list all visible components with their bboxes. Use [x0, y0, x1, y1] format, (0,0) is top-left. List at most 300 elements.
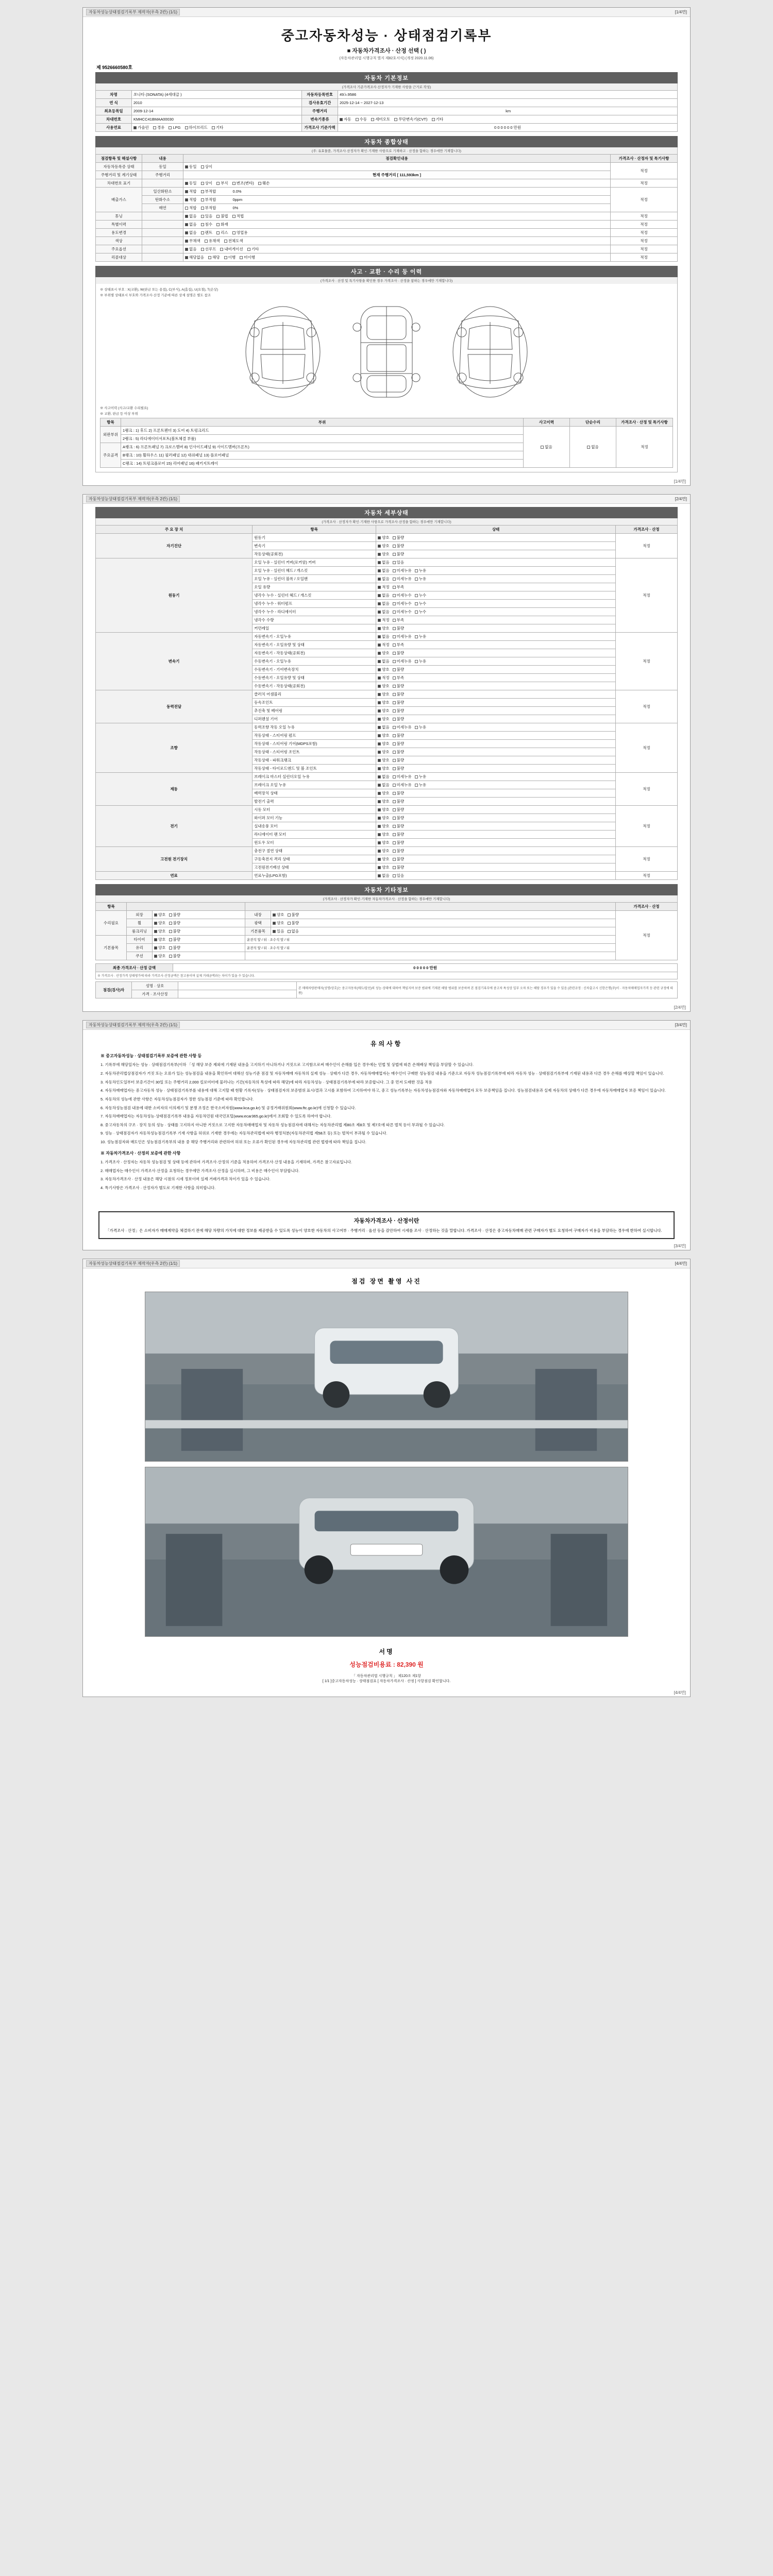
detail-opt-1-6-0[interactable]: 없음: [378, 609, 390, 615]
detail-group-note-7: 적정: [616, 847, 678, 872]
overall-row9-a: 색상: [96, 237, 142, 245]
accident-note: (가격조사 · 산정 및 특기사항을 확인한 경우 가격조사 · 산정을 참하는 경우에만 기재합니다): [95, 277, 678, 284]
fuel-opt-gasoline[interactable]: 가솔린: [133, 125, 149, 130]
table-row: [96, 847, 678, 855]
detail-opt-0-2-0[interactable]: 양호: [378, 551, 390, 557]
acc-head-part: 부위: [121, 418, 524, 427]
other-a-0: 외장: [127, 911, 153, 919]
table-other: [95, 902, 678, 960]
band-other: 자동차 기타정보: [95, 884, 678, 895]
detail-opt-0-2-1[interactable]: 불량: [393, 551, 405, 557]
inspection-photo-front: [145, 1292, 628, 1462]
detail-head-2: 상태: [376, 526, 616, 534]
doc-title-main: 중고자동차성능 · 상태점검기록부: [281, 28, 492, 43]
opt-same[interactable]: 동일: [185, 164, 197, 170]
acc-simple-val[interactable]: 없음: [570, 427, 616, 468]
detail-item: 수동변속기 - 오일누유: [253, 657, 376, 666]
opt-tire-bad[interactable]: 불량: [169, 937, 181, 942]
signature-title: 서명: [379, 1648, 394, 1655]
table-row: [96, 212, 678, 221]
other-note: (가격조사 · 산정자가 확인·기재한 자동차가격조사 · 산정을 함하는 경우에만 기재합니다): [95, 895, 678, 902]
detail-opt-1-2-0[interactable]: 없음: [378, 576, 390, 582]
trans-opt-cvt[interactable]: 무단변속기(CVT): [394, 116, 427, 122]
detail-item: 충전구 절연 상태: [253, 847, 376, 855]
detail-opt-4-0-0[interactable]: 없음: [378, 724, 390, 730]
detail-state-options: [376, 616, 616, 624]
detail-opt-7-1-1[interactable]: 불량: [393, 856, 405, 862]
detail-opt-5-0-2[interactable]: 누유: [415, 774, 427, 779]
detail-opt-4-4-0[interactable]: 양호: [378, 757, 390, 763]
detail-opt-7-0-1[interactable]: 불량: [393, 848, 405, 854]
opt-option-none[interactable]: 없음: [185, 246, 197, 252]
detail-group-note-8: 적정: [616, 872, 678, 880]
opt-color-repaint[interactable]: 전체도색: [224, 238, 243, 244]
detail-opt-1-1-0[interactable]: 없음: [378, 568, 390, 573]
detail-item: 클러치 어셈블리: [253, 690, 376, 699]
detail-opt-1-7-0[interactable]: 적정: [378, 617, 390, 623]
detail-opt-5-1-1[interactable]: 미세누유: [393, 782, 412, 788]
opt-special-flood[interactable]: 침수: [201, 222, 213, 227]
opt-wheel-bad[interactable]: 불량: [169, 920, 181, 926]
doc-title-note: (자동차관리법 시행규칙 별지 제82호서식) (개정 2020.11.06): [339, 57, 434, 60]
detail-opt-1-3-0[interactable]: 적정: [378, 584, 390, 590]
detail-opt-2-5-0[interactable]: 적정: [378, 675, 390, 681]
detail-opt-1-8-1[interactable]: 불량: [393, 625, 405, 631]
opt-recall-done[interactable]: 이행: [224, 255, 236, 260]
acc-head-simple: 단순수리: [570, 418, 616, 427]
detail-opt-2-2-1[interactable]: 불량: [393, 650, 405, 656]
detail-opt-2-5-1[interactable]: 부족: [393, 675, 405, 681]
detail-opt-8-0-1[interactable]: 있음: [393, 873, 405, 878]
detail-opt-1-0-1[interactable]: 있음: [393, 560, 405, 565]
detail-opt-3-2-0[interactable]: 양호: [378, 708, 390, 714]
opt-cushion-bad[interactable]: 불량: [169, 953, 181, 959]
detail-opt-1-5-0[interactable]: 없음: [378, 601, 390, 606]
detail-opt-2-0-2[interactable]: 누유: [415, 634, 427, 639]
other-head-0: 항목: [96, 903, 127, 911]
detail-item: 고전원전기배선 상태: [253, 863, 376, 872]
detail-opt-1-2-2[interactable]: 누유: [415, 576, 427, 582]
detail-state-options: [376, 591, 616, 600]
detail-opt-0-1-0[interactable]: 양호: [378, 543, 390, 549]
sign-0-v2[interactable]: [178, 982, 297, 990]
opt-tuning-none[interactable]: 없음: [185, 213, 197, 219]
detail-group-note-2: 적정: [616, 633, 678, 690]
detail-opt-4-1-0[interactable]: 양호: [378, 733, 390, 738]
detail-item: 추진축 및 베어링: [253, 707, 376, 715]
opt-ext-bad[interactable]: 불량: [169, 912, 181, 918]
opt-tuning-legal[interactable]: 적법: [232, 213, 244, 219]
sheet-2-marker: [2/4면]: [675, 497, 687, 501]
opt-tuning-yes[interactable]: 있음: [201, 213, 213, 219]
detail-opt-3-0-0[interactable]: 양호: [378, 691, 390, 697]
opt-vin-rust[interactable]: 부식: [216, 180, 228, 186]
opt-use-biz[interactable]: 영업용: [232, 230, 248, 235]
table-row: [96, 872, 678, 880]
detail-state-options: [376, 740, 616, 748]
sheet-4: [82, 1259, 691, 1697]
table-row: [96, 633, 678, 641]
sheet-4-topbar: [83, 1259, 690, 1268]
overall-row7-a: 특별이력: [96, 221, 142, 229]
acc-r0-k: 외판부위: [100, 427, 121, 443]
detail-opt-5-3-0[interactable]: 양호: [378, 799, 390, 804]
trans-opt-manual[interactable]: 수동: [356, 116, 367, 122]
detail-group-5: 제동: [96, 773, 253, 806]
detail-opt-6-4-0[interactable]: 양호: [378, 840, 390, 845]
sheet-2-topbar: [83, 495, 690, 504]
footer-note: [83, 1674, 690, 1689]
detail-state-options: [376, 600, 616, 608]
opt-basic-yes[interactable]: 있음: [273, 928, 284, 934]
value-transmission: [338, 115, 678, 124]
notice-heading-1: ※ 중고자동차성능 · 상태점검기록부 보증에 관한 사항 등: [100, 1054, 202, 1058]
detail-item: 브레이크 오일 누유: [253, 781, 376, 789]
opt-vin-mod[interactable]: 변조(변타): [232, 180, 254, 186]
detail-opt-4-3-0[interactable]: 양호: [378, 749, 390, 755]
detail-item: 오일 누유 - 실린더 블록 / 오일팬: [253, 575, 376, 583]
detail-opt-0-0-0[interactable]: 양호: [378, 535, 390, 540]
co-value: 0.0%: [232, 189, 242, 194]
detail-opt-4-5-1[interactable]: 불량: [393, 766, 405, 771]
opt-vin-diff[interactable]: 상이: [201, 180, 213, 186]
overall-row4-c: [183, 196, 611, 204]
detail-opt-2-6-1[interactable]: 불량: [393, 683, 405, 689]
detail-opt-6-0-0[interactable]: 양호: [378, 807, 390, 812]
acc-r2-v: A랭크 : 6) 프론트패널 7) 크로스멤버 8) 인사이드패널 9) 사이드멤버(프론트): [121, 443, 524, 451]
other-k-repair: 수리필요: [96, 911, 127, 936]
detail-opt-1-4-1[interactable]: 미세누수: [393, 592, 412, 598]
accident-panel-label: ※ 사고이력 (사고/교환 수리필요): [100, 406, 148, 410]
detail-state-options: [376, 855, 616, 863]
detail-opt-6-1-1[interactable]: 불량: [393, 815, 405, 821]
other-a-4: 유리: [127, 944, 153, 952]
opt-clean-bad[interactable]: 불량: [169, 928, 181, 934]
table-accident: [100, 418, 673, 468]
total-sub: ※ 가격조사 · 산정가격 상태평가에 따라 가격조사·산정금액은 참고용이며 실제 거래금액과는 차이가 있을 수 있습니다.: [96, 972, 678, 979]
detail-opt-5-3-1[interactable]: 불량: [393, 799, 405, 804]
sheet-4-marker: [4/4면]: [675, 1261, 687, 1266]
table-row: [96, 237, 678, 245]
detail-opt-6-3-0[interactable]: 양호: [378, 832, 390, 837]
opt-special-none[interactable]: 없음: [185, 222, 197, 227]
acc-hist-val[interactable]: 없음: [524, 427, 570, 468]
detail-opt-5-0-0[interactable]: 없음: [378, 774, 390, 779]
opt-diff[interactable]: 상이: [201, 164, 213, 170]
detail-item: 냉각수 누수 - 실린더 헤드 / 개스킷: [253, 591, 376, 600]
detail-opt-3-2-1[interactable]: 불량: [393, 708, 405, 714]
detail-opt-6-4-1[interactable]: 불량: [393, 840, 405, 845]
detail-opt-6-2-0[interactable]: 양호: [378, 823, 390, 829]
opt-option-sunroof[interactable]: 선루프: [201, 246, 216, 252]
detail-opt-4-0-1[interactable]: 미세누유: [393, 724, 412, 730]
detail-opt-6-1-0[interactable]: 양호: [378, 815, 390, 821]
detail-state-options: [376, 567, 616, 575]
opt-tuning-illegal[interactable]: 불법: [216, 213, 228, 219]
detail-opt-6-0-1[interactable]: 불량: [393, 807, 405, 812]
other-b-1: 광택: [245, 919, 271, 927]
overall-note-7: 적정: [611, 221, 678, 229]
opt-glass-bad[interactable]: 불량: [169, 945, 181, 951]
table-row: [96, 773, 678, 781]
detail-group-7: 고전원 전기장치: [96, 847, 253, 872]
detail-opt-1-0-0[interactable]: 없음: [378, 560, 390, 565]
detail-item: 오일 유량: [253, 583, 376, 591]
opt-polish-bad[interactable]: 불량: [288, 920, 299, 926]
footer-line-2: [ 1/1 ]중고자동차성능 · 상태점검표 [ 자동차가격조사 · 산정 ] 사항점검 확인합니다.: [322, 1680, 451, 1684]
opt-option-etc[interactable]: 기타: [247, 246, 259, 252]
detail-state-options: [376, 575, 616, 583]
detail-opt-7-1-0[interactable]: 양호: [378, 856, 390, 862]
opt-co-ok[interactable]: 적합: [185, 189, 197, 194]
detail-opt-7-2-0[interactable]: 양호: [378, 865, 390, 870]
label-vin: 차대번호: [96, 115, 132, 124]
trans-opt-etc[interactable]: 기타: [432, 116, 444, 122]
opt-use-lease[interactable]: 리스: [216, 230, 228, 235]
detail-state-options: [376, 863, 616, 872]
table-row: [96, 806, 678, 814]
detail-item: 등속조인트: [253, 699, 376, 707]
detail-state-options: [376, 798, 616, 806]
detail-opt-1-1-2[interactable]: 누유: [415, 568, 427, 573]
detail-opt-5-2-1[interactable]: 불량: [393, 790, 405, 796]
detail-item: 냉각수 누수 - 워터펌프: [253, 600, 376, 608]
opt-color-chroma[interactable]: 유채색: [205, 238, 220, 244]
other-note-val: 적정: [616, 911, 678, 960]
value-vin: KMHCC41BMAA00030: [132, 115, 302, 124]
detail-opt-3-3-0[interactable]: 양호: [378, 716, 390, 722]
opt-co-ng[interactable]: 부적합: [201, 189, 216, 194]
detail-opt-2-4-1[interactable]: 불량: [393, 667, 405, 672]
opt-ext-good[interactable]: 양호: [154, 912, 166, 918]
opt-clean-good[interactable]: 양호: [154, 928, 166, 934]
overall-note-9: 적정: [611, 237, 678, 245]
detail-opt-2-1-0[interactable]: 적정: [378, 642, 390, 648]
detail-item: 배력장치 상태: [253, 789, 376, 798]
detail-opt-4-1-1[interactable]: 불량: [393, 733, 405, 738]
photo-rear-illustration: [145, 1467, 628, 1636]
detail-opt-1-6-1[interactable]: 미세누수: [393, 609, 412, 615]
detail-opt-5-1-0[interactable]: 없음: [378, 782, 390, 788]
detail-opt-1-1-1[interactable]: 미세누유: [393, 568, 412, 573]
detail-opt-5-1-2[interactable]: 누유: [415, 782, 427, 788]
sheet-3-bottom: [3/4면]: [674, 1243, 686, 1248]
detail-opt-2-2-0[interactable]: 양호: [378, 650, 390, 656]
detail-opt-4-2-0[interactable]: 양호: [378, 741, 390, 747]
detail-item: 원동기: [253, 534, 376, 542]
detail-item: 시동 모터: [253, 806, 376, 814]
opt-use-rent[interactable]: 렌트: [201, 230, 213, 235]
detail-opt-1-2-1[interactable]: 미세누유: [393, 576, 412, 582]
detail-item: 연료누출(LPG포함): [253, 872, 376, 880]
mileage-box: km: [501, 109, 511, 113]
table-row: [96, 229, 678, 237]
detail-state-options: [376, 872, 616, 880]
opt-int-good[interactable]: 양호: [273, 912, 284, 918]
detail-item: 수동변속기 - 작동상태(공회전): [253, 682, 376, 690]
detail-opt-4-3-1[interactable]: 불량: [393, 749, 405, 755]
detail-state-options: [376, 806, 616, 814]
overall-row1-a: 주행거리 및 계기상태: [96, 171, 142, 179]
detail-opt-0-0-1[interactable]: 불량: [393, 535, 405, 540]
table-row: [96, 171, 678, 179]
detail-opt-4-0-2[interactable]: 누유: [415, 724, 427, 730]
overall-row7-c: [183, 221, 611, 229]
opt-tire-good[interactable]: 양호: [154, 937, 166, 942]
detail-opt-2-0-0[interactable]: 없음: [378, 634, 390, 639]
detail-opt-2-3-0[interactable]: 없음: [378, 658, 390, 664]
table-row: [96, 204, 678, 212]
opt-int-bad[interactable]: 불량: [288, 912, 299, 918]
acc-r3-v: B랭크 : 10) 휠하우스 11) 필러패널 12) 대쉬패널 13) 플로어패널: [121, 451, 524, 460]
detail-group-note-5: 적정: [616, 773, 678, 806]
trans-opt-auto[interactable]: 자동: [340, 116, 351, 122]
detail-opt-1-5-2[interactable]: 누수: [415, 601, 427, 606]
total-label: 최종 가격조사 · 산정 금액: [96, 964, 173, 972]
detail-opt-1-5-1[interactable]: 미세누수: [393, 601, 412, 606]
detail-state-options: [376, 765, 616, 773]
detail-opt-1-4-2[interactable]: 누수: [415, 592, 427, 598]
overall-note-6: 적정: [611, 212, 678, 221]
detail-opt-4-4-1[interactable]: 불량: [393, 757, 405, 763]
opt-cushion-good[interactable]: 양호: [154, 953, 166, 959]
notice-item: 2. 자동차관리법상점검자가 거짓 또는 오류가 있는 성능점검을 내용을 확인하여 대해선 성능기준 점검 및 자동차매매 자동차의 실제 성능 · 상태가 다른 경우, 자동차매매업자는 매수인이 구매한 성능점검 내용을 기준으로 자동차 성능점검기록부에 따라 자동차 성능 · 상태점검기록부에 기재된 내용과 다른 경우 손해를 배상할 책임이 있습니다.: [100, 1071, 664, 1076]
detail-item: 구동축전지 격리 상태: [253, 855, 376, 863]
acc-r2-k: 주요골격: [100, 443, 121, 468]
detail-opt-3-1-1[interactable]: 불량: [393, 700, 405, 705]
opt-vin-same[interactable]: 동일: [185, 180, 197, 186]
detail-opt-3-1-0[interactable]: 양호: [378, 700, 390, 705]
opt-vin-damage[interactable]: 훼손: [258, 180, 270, 186]
label-transmission: 변속기종류: [302, 115, 338, 124]
detail-opt-0-1-1[interactable]: 불량: [393, 543, 405, 549]
detail-opt-2-1-1[interactable]: 부족: [393, 642, 405, 648]
doc-number: 제 9526660580호: [96, 65, 132, 70]
label-fuel: 사용연료: [96, 124, 132, 132]
detail-opt-2-0-1[interactable]: 미세누유: [393, 634, 412, 639]
detail-opt-1-7-1[interactable]: 부족: [393, 617, 405, 623]
fee-line: [83, 1660, 690, 1669]
notice-item: 4. 자동차매매업자는 중고자동차 성능 · 상태점검기록부를 내용에 대해 고지할 때 현황 기록자(성능 · 상태점검자의 보증범위 표시/결과 고시를 포함하여 고지하여야 하고, 중고 성능기록부는 자동차성능점검자와 자동차매매업자 모두 보증책임을 집니다. 성능점검내용과 실제 자동차의 상태가 다른 경우에 자동차매매업자 보증 책임이 있습니다.: [100, 1088, 666, 1093]
detail-opt-6-2-1[interactable]: 불량: [393, 823, 405, 829]
detail-opt-8-0-0[interactable]: 없음: [378, 873, 390, 878]
overall-row3-a: 배출가스: [96, 188, 142, 212]
value-first-reg: 2009-12-14: [132, 107, 302, 115]
other-o-1: [153, 919, 245, 927]
other-head-3: 가격조사 · 산정: [616, 903, 678, 911]
fuel-opt-hybrid[interactable]: 하이브리드: [185, 125, 208, 130]
other-o2-2: [271, 927, 616, 936]
detail-opt-2-3-2[interactable]: 누유: [415, 658, 427, 664]
detail-state-options: [376, 756, 616, 765]
detail-state-options: [376, 608, 616, 616]
opt-recall-undone[interactable]: 미이행: [240, 255, 255, 260]
opt-basic-no[interactable]: 없음: [288, 928, 299, 934]
detail-state-options: [376, 534, 616, 542]
detail-opt-2-6-0[interactable]: 양호: [378, 683, 390, 689]
detail-head-0: 주 요 장 치: [96, 526, 253, 534]
detail-opt-7-2-1[interactable]: 불량: [393, 865, 405, 870]
footer-line-1: 「 자동차관리법 시행규칙 」 제120조 제1항: [352, 1674, 421, 1678]
opt-option-nav[interactable]: 내비게이션: [220, 246, 243, 252]
detail-item: 작동상태 - 타이로드엔드 및 볼 조인트: [253, 765, 376, 773]
detail-group-3: 동력전달: [96, 690, 253, 723]
overall-note: (주: 유효물품, 가격조사·산정자가 확인·기재한 사항으로 기재하고 · 산정을 함하는 경우에만 기재합니다): [95, 147, 678, 154]
total-value: 0 0 0 0 0 만원: [173, 964, 678, 972]
detail-opt-1-3-1[interactable]: 부족: [393, 584, 405, 590]
other-o2-0: [271, 911, 616, 919]
fuel-opt-lpg[interactable]: LPG: [169, 125, 180, 130]
opt-special-fire[interactable]: 화재: [216, 222, 228, 227]
overall-row5-c: [183, 204, 611, 212]
detail-opt-1-4-0[interactable]: 없음: [378, 592, 390, 598]
detail-opt-5-0-1[interactable]: 미세누유: [393, 774, 412, 779]
detail-opt-1-8-0[interactable]: 양호: [378, 625, 390, 631]
overall-row8-a: 용도변경: [96, 229, 142, 237]
detail-state-options: [376, 831, 616, 839]
opt-polish-good[interactable]: 양호: [273, 920, 284, 926]
detail-opt-6-3-1[interactable]: 불량: [393, 832, 405, 837]
other-o-4: [153, 944, 245, 952]
fuel-opt-etc[interactable]: 기타: [212, 125, 224, 130]
fuel-opt-diesel[interactable]: 경유: [153, 125, 165, 130]
opt-glass-good[interactable]: 양호: [154, 945, 166, 951]
overall-row11-a: 리콜대상: [96, 253, 142, 262]
detail-item: 변속기: [253, 542, 376, 550]
value-base-price: [338, 124, 678, 132]
detail-opt-1-6-2[interactable]: 누수: [415, 609, 427, 615]
detail-opt-2-4-0[interactable]: 양호: [378, 667, 390, 672]
opt-smoke-ok[interactable]: 적합: [185, 205, 197, 211]
sign-k: 점검(검사)자: [96, 982, 132, 998]
detail-opt-7-0-0[interactable]: 양호: [378, 848, 390, 854]
opt-hc-ng[interactable]: 부적합: [201, 197, 216, 202]
opt-use-none[interactable]: 없음: [185, 230, 197, 235]
sign-1-v2[interactable]: [178, 990, 297, 998]
overall-head-2: 점검확인내용: [183, 155, 611, 163]
detail-state-options: [376, 822, 616, 831]
opt-hc-ok[interactable]: 적합: [185, 197, 197, 202]
label-year: 연 식: [96, 99, 132, 107]
opt-smoke-ng[interactable]: 부적합: [201, 205, 216, 211]
overall-row3-b: 일산화탄소: [142, 188, 183, 196]
detail-group-note-3: 적정: [616, 690, 678, 723]
photo-front-illustration: [145, 1292, 628, 1461]
detail-opt-4-2-1[interactable]: 불량: [393, 741, 405, 747]
other-head-2: [245, 903, 616, 911]
opt-wheel-good[interactable]: 양호: [154, 920, 166, 926]
overall-row3-c: [183, 188, 611, 196]
other-o-2: [153, 927, 245, 936]
opt-recall-na[interactable]: 해당없음: [185, 255, 204, 260]
detail-opt-2-3-1[interactable]: 미세누유: [393, 658, 412, 664]
other-a-2: 룸크리닝: [127, 927, 153, 936]
opt-color-mono[interactable]: 무채색: [185, 238, 200, 244]
detail-opt-3-3-1[interactable]: 불량: [393, 716, 405, 722]
detail-state-options: [376, 732, 616, 740]
overall-row4-b: 탄화수소: [142, 196, 183, 204]
opt-recall-yes[interactable]: 해당: [208, 255, 220, 260]
base-price-digits: 0 0 0 0 0 0: [494, 125, 513, 130]
acc-r4-v: C랭크 : 14) 트렁크플로어 15) 리어패널 16) 패키지트레이: [121, 460, 524, 468]
detail-opt-3-0-1[interactable]: 불량: [393, 691, 405, 697]
detail-opt-4-5-0[interactable]: 양호: [378, 766, 390, 771]
detail-opt-5-2-0[interactable]: 양호: [378, 790, 390, 796]
detail-head-3: 가격조사 · 산정: [616, 526, 678, 534]
value-car-name: 쏘나타 (SONATA) (4세대급 ): [132, 91, 302, 99]
trans-opt-semi[interactable]: 세미오토: [371, 116, 390, 122]
acc-head-note: 가격조사 · 산정 및 특기사항: [616, 418, 673, 427]
